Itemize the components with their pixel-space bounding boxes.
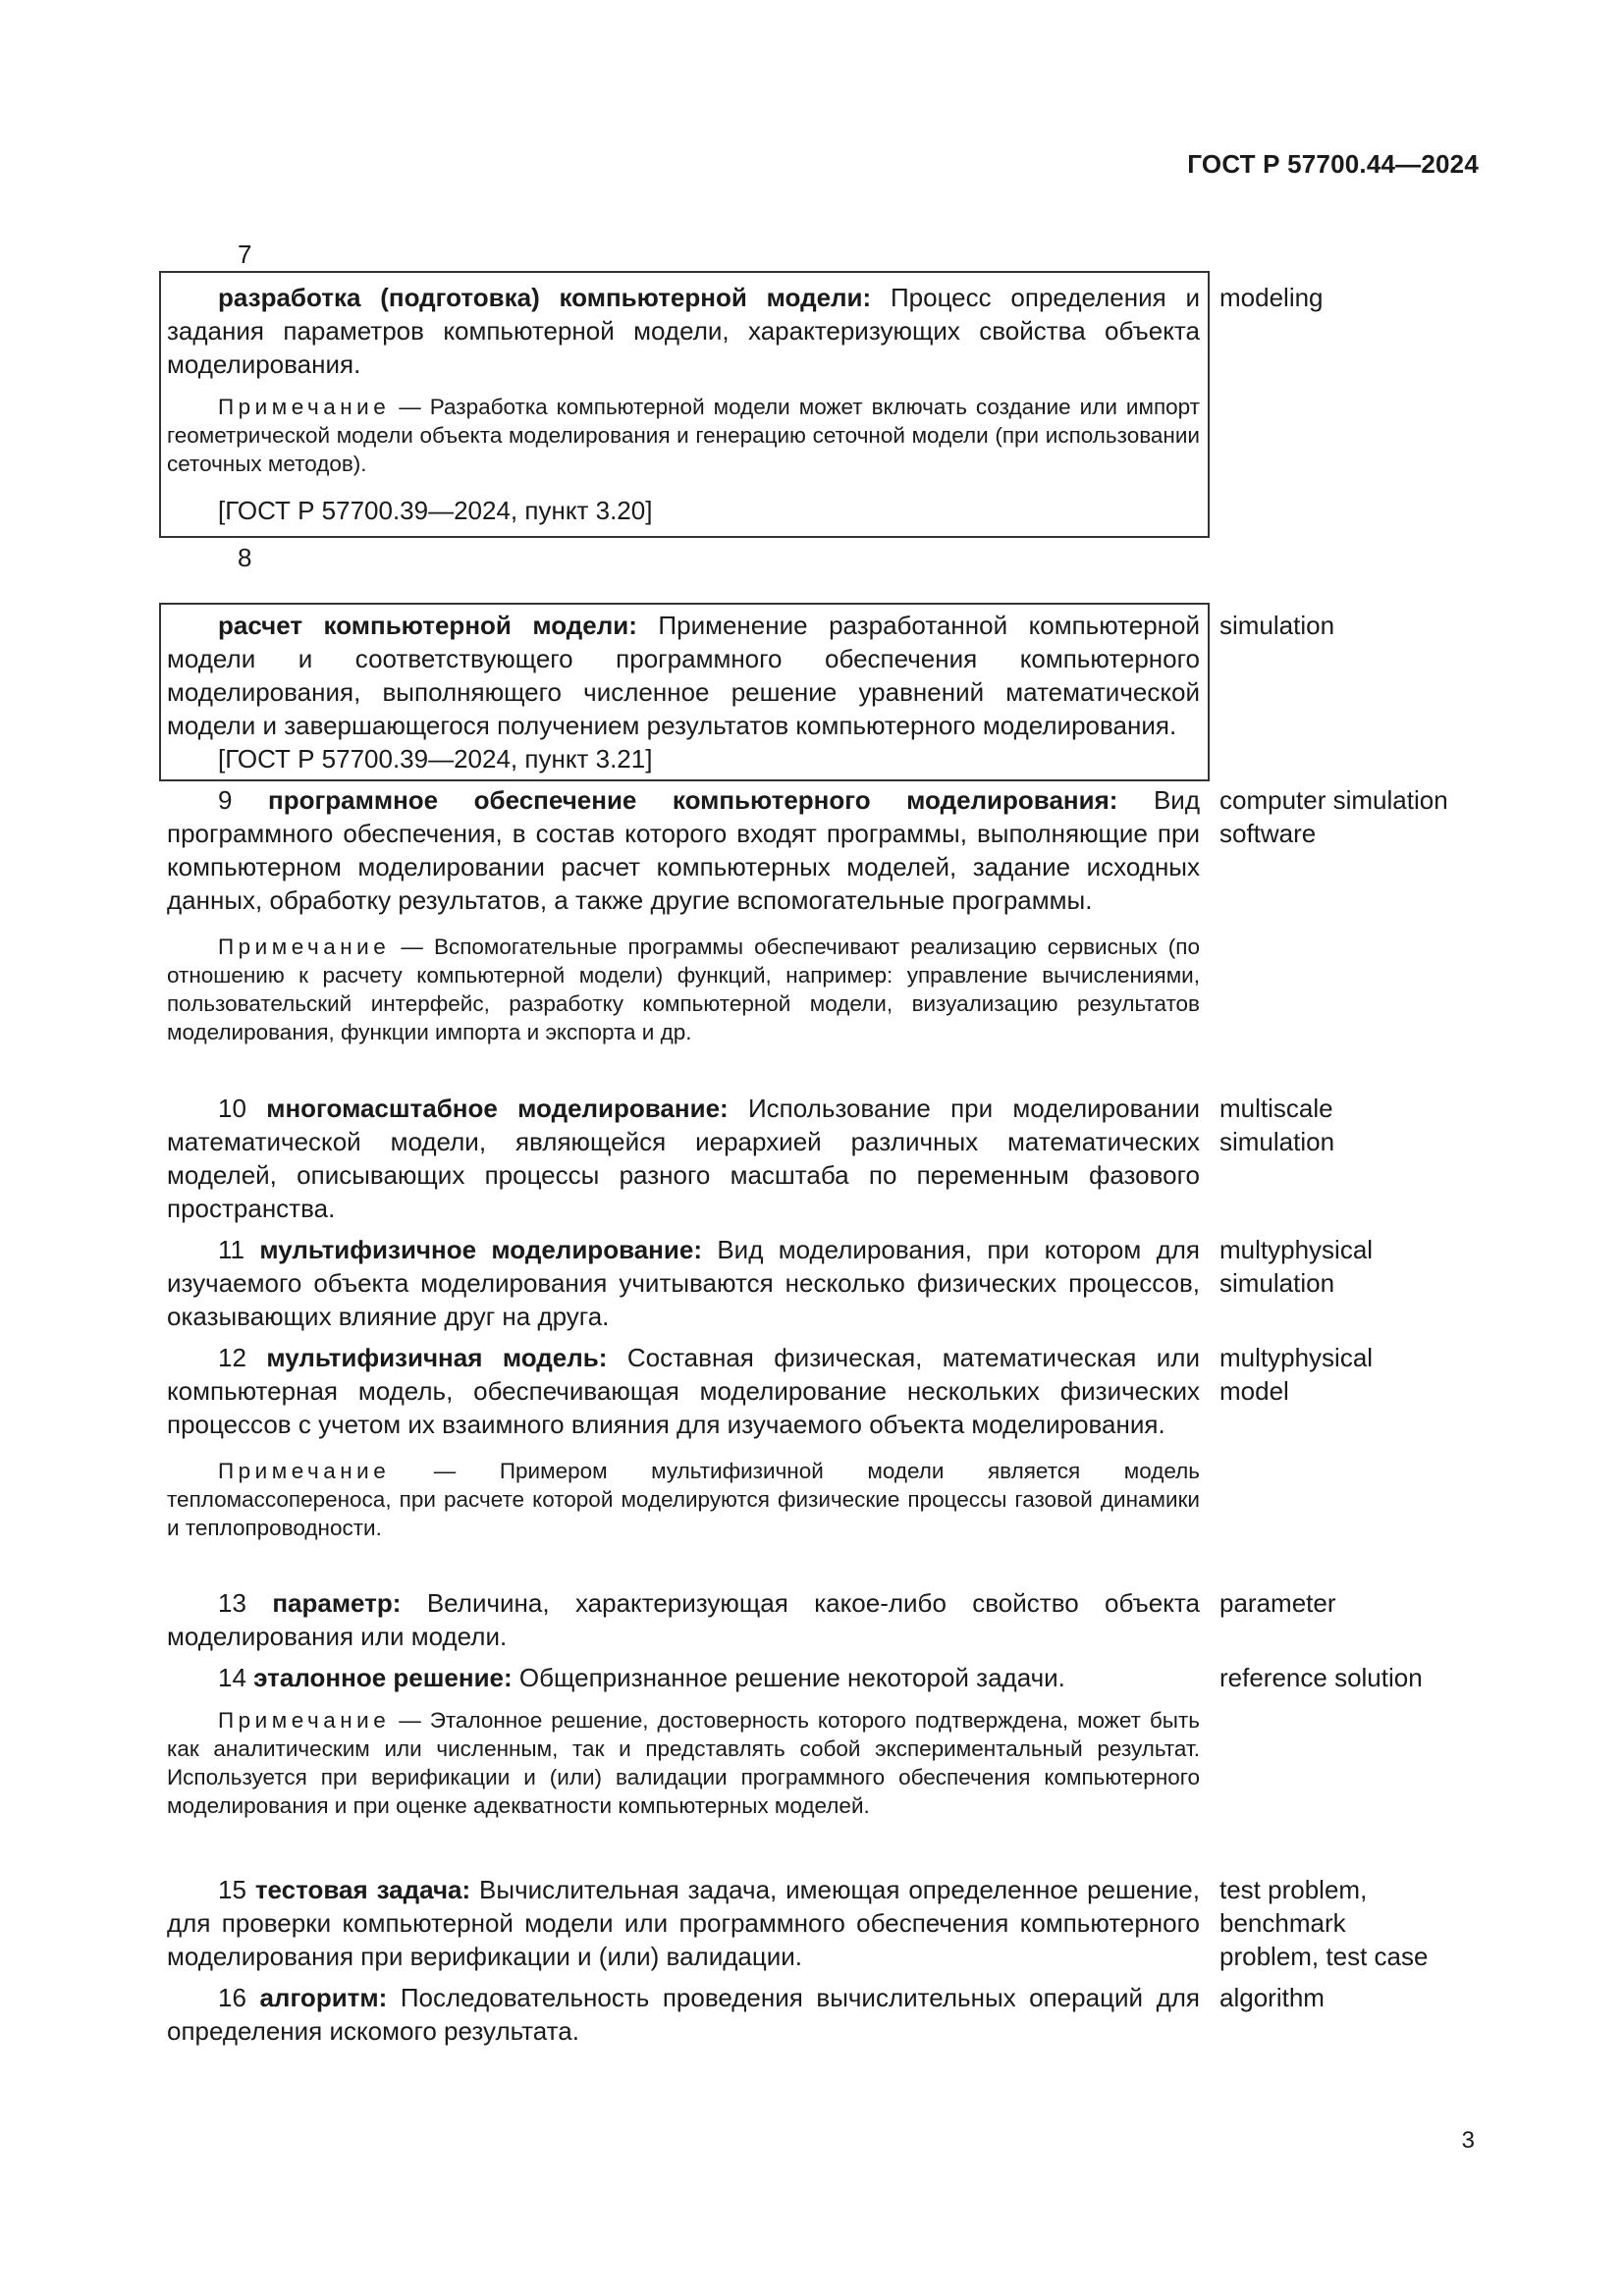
entry-8-text <box>167 609 1200 775</box>
entry-7-term: разработка (подготовка) компьютерной модели: <box>218 283 872 312</box>
entry-14-note-label: Примечание <box>218 1708 391 1733</box>
entry-14-note <box>167 1706 1200 1820</box>
entry-14-term: эталонное решение: <box>253 1663 513 1692</box>
entry-7-note-text: — Разработка компьютерной модели может включать создание или импорт геометрической модели объекта моделирования и генерацию сеточной модели (при использовании сеточных методов). <box>167 395 1200 476</box>
entry-7-note <box>167 393 1200 478</box>
entry-10-definition: Использование при моделировании математической модели, являющейся иерархией различных математических моделей, описывающих процессы разного масштаба по переменным фазового пространства. <box>167 1094 1200 1223</box>
entry-7-text <box>167 281 1200 527</box>
page-number: 3 <box>1461 2127 1475 2154</box>
entry-7-note-label: Примечание <box>218 395 391 419</box>
entry-7-reference: [ГОСТ Р 57700.39—2024, пункт 3.20] <box>218 496 653 525</box>
entry-9-note <box>167 933 1200 1046</box>
entry-15-number: 15 <box>218 1875 255 1904</box>
entry-9-term: программное обеспечение компьютерного моделирования: <box>267 785 1118 815</box>
entry-15-text <box>167 1873 1200 1973</box>
entry-12-note <box>167 1457 1200 1542</box>
entry-12-english-term: multyphysical model <box>1219 1343 1374 1406</box>
entry-11-english-term: multyphysical simulation <box>1219 1235 1374 1298</box>
entry-10-number: 10 <box>218 1094 267 1123</box>
entry-8-reference: [ГОСТ Р 57700.39—2024, пункт 3.21] <box>218 744 653 774</box>
entry-7-number: 7 <box>238 240 252 269</box>
entry-9-definition: Вид программного обеспечения, в состав которого входят программы, выполняющие при компьютерном моделировании расчет компьютерных моделей, задание исходных данных, обработку результатов, а также другие вспомогательные программы. <box>167 785 1200 915</box>
entry-15-definition: Вычислительная задача, имеющая определенное решение, для проверки компьютерной модели или программного обеспечения компьютерного моделирования при верификации и (или) валидации. <box>167 1875 1200 1971</box>
entry-14-definition: Общепризнанное решение некоторой задачи. <box>512 1663 1065 1692</box>
entry-9-note-label: Примечание <box>218 934 391 959</box>
entry-8-term: расчет компьютерной модели: <box>218 611 637 640</box>
entry-16-number: 16 <box>218 1983 260 2012</box>
standard-code: ГОСТ Р 57700.44—2024 <box>1187 149 1479 179</box>
entry-9-text <box>167 783 1200 1046</box>
entry-11-term: мультифизичное моделирование: <box>259 1235 702 1264</box>
entry-11-number: 11 <box>218 1235 260 1264</box>
entry-9-number: 9 <box>218 785 268 815</box>
entry-12-text <box>167 1341 1200 1542</box>
entry-13-text <box>167 1586 1200 1653</box>
entry-15-term: тестовая задача: <box>254 1875 471 1904</box>
entry-16-term: алгоритм: <box>259 1983 388 2012</box>
entry-16-text <box>167 1981 1200 2048</box>
entry-12-term: мультифизичная модель: <box>266 1343 608 1372</box>
entry-7-english-term: modeling <box>1219 283 1324 312</box>
entry-12-note-label: Примечание <box>218 1459 391 1483</box>
entry-12-definition: Составная физическая, математическая или компьютерная модель, обеспечивающая моделирование нескольких физических процессов с учетом их взаимного влияния для изучаемого объекта моделирования. <box>167 1343 1200 1439</box>
entry-9-english-term: computer simulation software <box>1219 785 1448 848</box>
entry-9-note-text: — Вспомогательные программы обеспечивают реализацию сервисных (по отношению к расчету компьютерной модели) функций, например: управление вычислениями, пользовательский интерфейс, разработку компьютерной модели, визуализацию результатов моделирования, функции импорта и экспорта и др. <box>167 934 1200 1044</box>
entry-11-text <box>167 1233 1200 1333</box>
entry-14-text <box>167 1661 1200 1820</box>
entry-8-definition: Применение разработанной компьютерной модели и соответствующего программного обеспечения компьютерного моделирования, выполняющего численное решение уравнений математической модели и завершающегося получением результатов компьютерного моделирования. <box>167 611 1201 740</box>
entry-10-text <box>167 1092 1200 1225</box>
entry-13-english-term: parameter <box>1219 1588 1336 1618</box>
entry-15-english-term: test problem, benchmark problem, test case <box>1219 1875 1429 1971</box>
entry-8-number: 8 <box>238 543 252 572</box>
entry-13-term: параметр: <box>272 1588 402 1618</box>
entry-13-definition: Величина, характеризующая какое-либо свойство объекта моделирования или модели. <box>167 1588 1200 1651</box>
entry-10-english-term: multiscale simulation <box>1219 1094 1335 1156</box>
entry-14-number: 14 <box>218 1663 254 1692</box>
entry-10-term: многомасштабное моделирование: <box>266 1094 729 1123</box>
entry-14-note-text: — Эталонное решение, достоверность которого подтверждена, может быть как аналитическим или численным, так и представлять собой экспериментальный результат. Используется при верификации и (или) валидации программного обеспечения компьютерного моделирования и при оценке адекватности компьютерных моделей. <box>167 1708 1200 1818</box>
entry-7-definition: Процесс определения и задания параметров компьютерной модели, характеризующих свойства объекта моделирования. <box>167 283 1200 379</box>
entry-8-english-term: simulation <box>1219 611 1335 640</box>
entry-14-english-term: reference solution <box>1219 1663 1423 1692</box>
entry-16-definition: Последовательность проведения вычислительных операций для определения искомого результата. <box>167 1983 1200 2046</box>
entry-11-definition: Вид моделирования, при котором для изучаемого объекта моделирования учитываются несколько физических процессов, оказывающих влияние друг на друга. <box>167 1235 1200 1331</box>
entry-16-english-term: algorithm <box>1219 1983 1325 2012</box>
entry-12-note-text: — Примером мультифизичной модели является модель тепломассопереноса, при расчете которой моделируются физические процессы газовой динамики и теплопроводности. <box>167 1459 1200 1540</box>
entry-13-number: 13 <box>218 1588 273 1618</box>
entry-12-number: 12 <box>218 1343 267 1372</box>
